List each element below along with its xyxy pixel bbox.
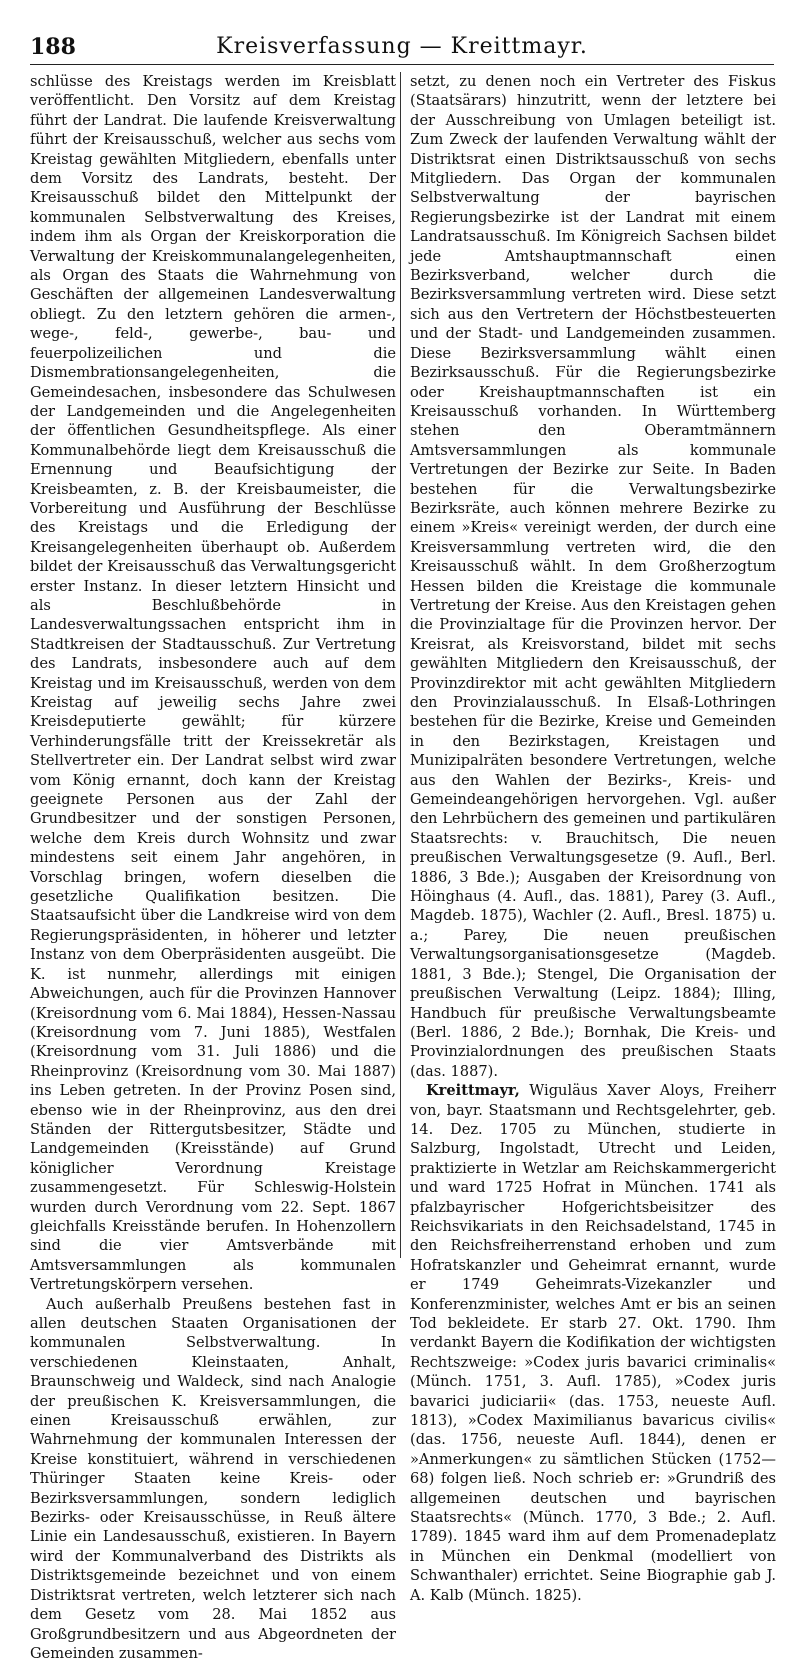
entry-body: Wiguläus Xaver Aloys, Freiherr von, bayr. Staatsmann und Rechtsgelehrter, geb. 14. Dez. 1705 zu München, studierte in Salzburg, Ingolstadt, Utrecht und Leiden, praktizierte in Wetzlar am Reichskammergericht und ward 1725 Hofrat in München. 1741 als pfalzbayrischer Hofgerichtsbeisitzer des Reichsvikariats in den Reichsadelstand, 1745 in den Reichsfreiherrenstand erhoben und zum Hofratskanzler und Geheimrat ernannt, wurde er 1749 Geheimrats-Vizekanzler und Konferenzminister, welches Amt er bis an seinen Tod bekleidete. Er starb 27. Okt. 1790. Ihm verdankt Bayern die Kodifikation der wichtigsten Rechtszweige: »Codex juris bavarici criminalis« (Münch. 1751, 3. Aufl. 1785), »Codex juris bavarici judiciarii« (das. 1753, neueste Aufl. 1813), »Codex Maximilianus bavaricus civilis« (das. 1756, neueste Aufl. 1844), denen er »Anmerkungen« zu sämtlichen Stücken (1752—68) folgen ließ. Noch schrieb er: »Grundriß des allgemeinen deutschen und bayrischen Staatsrechts« (Münch. 1770, 3 Bde.; 2. Aufl. 1789). 1845 ward ihm auf dem Promenadeplatz in München ein Denkmal (modelliert von Schwanthaler) errichtet. Seine Biographie gab J. A. Kalb (Münch. 1825). [410,1082,776,1604]
right-paragraph-1: setzt, zu denen noch ein Vertreter des Fiskus (Staatsärars) hinzutritt, wenn der letztere bei der Ausschreibung von Umlagen beteiligt ist. Zum Zweck der laufenden Verwaltung wählt der Distriktsrat einen Distriktsausschuß von sechs Mitgliedern. Das Organ der kommunalen Selbstverwaltung der bayrischen Regierungsbezirke ist der Landrat mit einem Landratsausschuß. Im Königreich Sachsen bildet jede Amtshauptmannschaft einen Bezirksverband, welcher durch die Bezirksversammlung vertreten wird. Diese setzt sich aus den Vertretern der Höchstbesteuerten und der Stadt- und Landgemeinden zusammen. Diese Bezirksversammlung wählt einen Bezirksausschuß. Für die Regierungsbezirke oder Kreishauptmannschaften ist ein Kreisausschuß vorhanden. In Württemberg stehen den Oberamtmännern Amtsversammlungen als kommunale Vertretungen der Bezirke zur Seite. In Baden bestehen für die Verwaltungsbezirke Bezirksräte, auch können mehrere Bezirke zu einem »Kreis« vereinigt werden, der durch eine Kreisversammlung vertreten wird, die den Kreisausschuß wählt. In dem Großherzogtum Hessen bilden die Kreistage die kommunale Vertretung der Kreise. Aus den Kreistagen gehen die Provinzialtage für die Provinzen hervor. Der Kreisrat, als Kreisvorstand, bildet mit sechs gewählten Mitgliedern den Kreisausschuß, der Provinzdirektor mit acht gewählten Mitgliedern den Provinzialausschuß. In Elsaß-Lothringen bestehen für die Bezirke, Kreise und Gemeinden in den Bezirkstagen, Kreistagen und Munizipalräten besondere Vertretungen, welche aus den Wahlen der Bezirks-, Kreis- und Gemeindeangehörigen hervorgehen. Vgl. außer den Lehrbüchern des gemeinen und partikulären Staatsrechts: v. Brauchitsch, Die neuen preußischen Verwaltungsgesetze (9. Aufl., Berl. 1886, 3 Bde.); Ausgaben der Kreisordnung von Höinghaus (4. Aufl., das. 1881), Parey (3. Aufl., Magdeb. 1875), Wachler (2. Aufl., Bresl. 1875) u. a.; Parey, Die neuen preußischen Verwaltungsorganisationsgesetze (Magdeb. 1881, 3 Bde.); Stengel, Die Organisation der preußischen Verwaltung (Leipz. 1884); Illing, Handbuch für preußische Verwaltungsbeamte (Berl. 1886, 2 Bde.); Bornhak, Die Kreis- und Provinzialordnungen des preußischen Staats (das. 1887). [410,73,776,1080]
running-title: Kreisverfassung — Kreittmayr. [216,34,588,59]
page-header [30,34,774,65]
left-paragraph-2: Auch außerhalb Preußens bestehen fast in allen deutschen Staaten Organisationen der kommunalen Selbstverwaltung. In verschiedenen Kleinstaaten, Anhalt, Braunschweig und Waldeck, sind nach Analogie der preußischen K. Kreisversammlungen, die einen Kreisausschuß erwählen, zur Wahrnehmung der kommunalen Interessen der Kreise konstituiert, während in verschiedenen Thüringer Staaten keine Kreis- oder Bezirksversammlungen, sondern lediglich Bezirks- oder Kreisausschüsse, in Reuß ältere Linie ein Landesausschuß, existieren. In Bayern wird der Kommunalverband des Distrikts als Distriktsgemeinde bezeichnet und von einem Distriktsrat vertreten, welch letzterer sich nach dem Gesetz vom 28. Mai 1852 aus Großgrundbesitzern und aus Abgeordneten der Gemeinden zusammen- [30,1295,396,1662]
left-column [30,72,396,1663]
page-number: 188 [30,34,76,60]
right-column [410,72,776,1605]
kreittmayr-entry [410,1081,776,1605]
column-divider [400,72,401,1258]
left-paragraph-1: schlüsse des Kreistags werden im Kreisblatt veröffentlicht. Den Vorsitz auf dem Kreistag führt der Landrat. Die laufende Kreisverwaltung führt der Kreisausschuß, welcher aus sechs vom Kreistag gewählten Mitgliedern, ebenfalls unter dem Vorsitz des Landrats, besteht. Der Kreisausschuß bildet den Mittelpunkt der kommunalen Selbstverwaltung des Kreises, indem ihm als Organ der Kreiskorporation die Verwaltung der Kreiskommunalangelegenheiten, als Organ des Staats die Wahrnehmung von Geschäften der allgemeinen Landesverwaltung obliegt. Zu den letztern gehören die armen-, wege-, feld-, gewerbe-, bau- und feuerpolizeilichen und die Dismembrationsangelegenheiten, die Gemeindesachen, insbesondere das Schulwesen der Landgemeinden und die Angelegenheiten der öffentlichen Gesundheitspflege. Als einer Kommunalbehörde liegt dem Kreisausschuß die Ernennung und Beaufsichtigung der Kreisbeamten, z. B. der Kreisbaumeister, die Vorbereitung und Ausführung der Beschlüsse des Kreistags und die Erledigung der Kreisangelegenheiten überhaupt ob. Außerdem bildet der Kreisausschuß das Verwaltungsgericht erster Instanz. In dieser letztern Hinsicht und als Beschlußbehörde in Landesverwaltungssachen entspricht ihm in Stadtkreisen der Stadtausschuß. Zur Vertretung des Landrats, insbesondere auch auf dem Kreistag und im Kreisausschuß, werden von dem Kreistag auf jeweilig sechs Jahre zwei Kreisdeputierte gewählt; für kürzere Verhinderungsfälle tritt der Kreissekretär als Stellvertreter ein. Der Landrat selbst wird zwar vom König ernannt, doch kann der Kreistag geeignete Personen aus der Zahl der Grundbesitzer und der sonstigen Personen, welche dem Kreis durch Wohnsitz und zwar mindestens seit einem Jahr angehören, in Vorschlag bringen, wofern dieselben die gesetzliche Qualifikation besitzen. Die Staatsaufsicht über die Landkreise wird von dem Regierungspräsidenten, in höherer und letzter Instanz von dem Oberpräsidenten ausgeübt. Die K. ist nunmehr, allerdings mit einigen Abweichungen, auch für die Provinzen Hannover (Kreisordnung vom 6. Mai 1884), Hessen-Nassau (Kreisordnung vom 7. Juni 1885), Westfalen (Kreisordnung vom 31. Juli 1886) und die Rheinprovinz (Kreisordnung vom 30. Mai 1887) ins Leben getreten. In der Provinz Posen sind, ebenso wie in der Rheinprovinz, aus den drei Ständen der Rittergutsbesitzer, Städte und Landgemeinden (Kreisstände) auf Grund königlicher Verordnung Kreistage zusammengesetzt. Für Schleswig-Holstein wurden durch Verordnung vom 22. Sept. 1867 gleichfalls Kreisstände berufen. In Hohenzollern sind die vier Amtsverbände mit Amtsversammlungen als kommunalen Vertretungskörpern versehen. [30,73,396,1294]
entry-headword: Kreittmayr, [426,1082,520,1100]
